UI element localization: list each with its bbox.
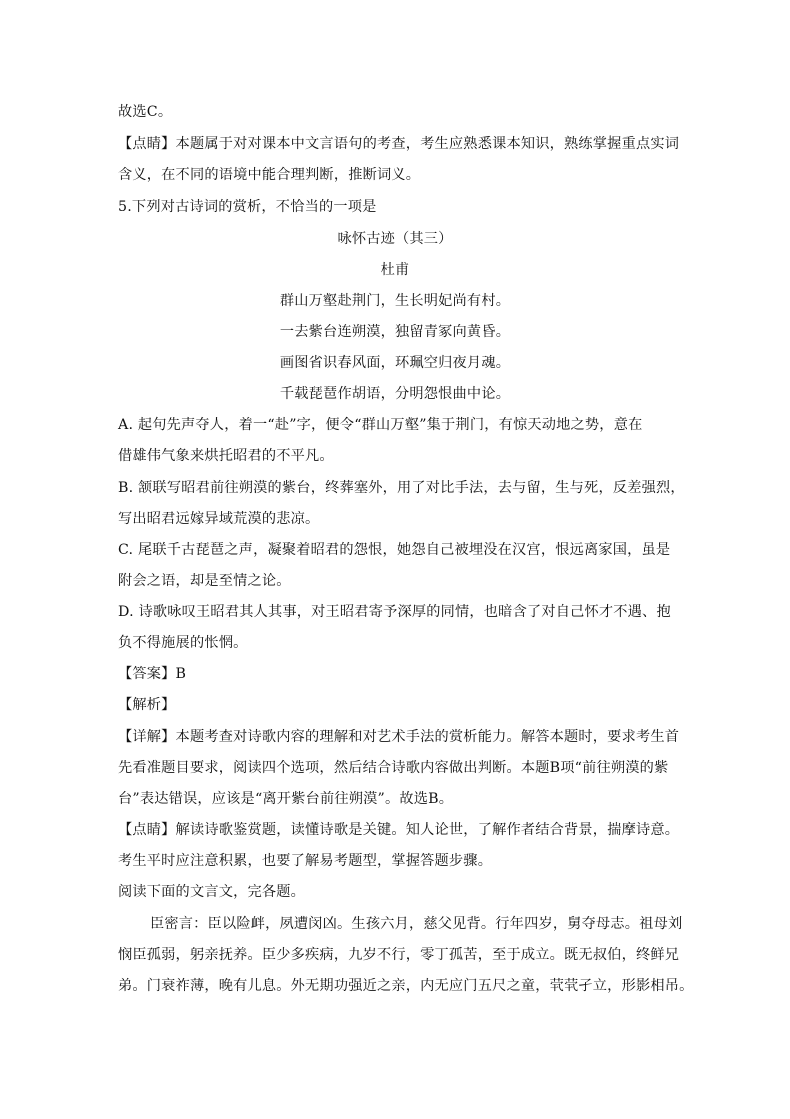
- analysis-heading: 【解析】: [118, 697, 176, 713]
- poem-title: 咏怀古迹（其三）: [337, 231, 453, 247]
- reading-instruction: 阅读下面的文言文，完各题。: [118, 884, 306, 900]
- key-point-line: 考生平时应注意积累，也要了解易考题型，掌握答题步骤。: [118, 853, 493, 869]
- poem-line: 一去紫台连朔漠，独留青冢向黄昏。: [279, 324, 511, 340]
- option-c-cont: 附会之语，却是至情之论。: [118, 573, 291, 589]
- key-point-line: 【点睛】本题属于对对课本中文言语句的考查，考生应熟悉课本知识，熟练掌握重点实词: [118, 136, 680, 152]
- option-a: A. 起句先声夺人，着一“赴”字，便令“群山万壑”集于荆门，有惊天动地之势，意在: [118, 417, 643, 433]
- poem-line: 群山万壑赴荆门，生长明妃尚有村。: [279, 293, 511, 309]
- classical-text-line: 臣密言：臣以险衅，夙遭闵凶。生孩六月，慈父见背。行年四岁，舅夺母志。祖母刘: [150, 916, 683, 932]
- classical-text-line: 悯臣孤弱，躬亲抚养。臣少多疾病，九岁不行，零丁孤苦，至于成立。既无叔伯，终鲜兄: [118, 947, 680, 963]
- key-point-line: 【点睛】解读诗歌鉴赏题，读懂诗歌是关键。知人论世，了解作者结合背景，揣摩诗意。: [118, 822, 680, 838]
- question-5-stem: 5.下列对古诗词的赏析，不恰当的一项是: [118, 199, 377, 215]
- answer-line: 【答案】B: [118, 666, 187, 682]
- option-d: D. 诗歌咏叹王昭君其人其事，对王昭君寄予深厚的同情，也暗含了对自己怀才不遇、抱: [118, 604, 671, 620]
- option-c: C. 尾联千古琵琶之声，凝聚着昭君的怨恨，她怨自己被埋没在汉宫，恨远离家国，虽是: [118, 542, 671, 558]
- detail-line: 先看准题目要求，阅读四个选项，然后结合诗歌内容做出判断。本题B项“前往朔漠的紫: [118, 760, 669, 776]
- option-b-cont: 写出昭君远嫁异域荒漠的悲凉。: [118, 511, 320, 527]
- option-d-cont: 负不得施展的怅惘。: [118, 635, 248, 651]
- option-a-cont: 借雄伟气象来烘托昭君的不平凡。: [118, 448, 334, 464]
- text-line: 故选C。: [118, 104, 173, 120]
- poem-line: 画图省识春风面，环珮空归夜月魂。: [279, 355, 511, 371]
- text-line: 含义，在不同的语境中能合理判断，推断词义。: [118, 167, 421, 183]
- detail-line: 台”表达错误，应该是“离开紫台前往朔漠”。故选B。: [118, 791, 454, 807]
- classical-text-line: 弟。门衰祚薄，晚有儿息。外无期功强近之亲，内无应门五尺之童，茕茕孑立，形影相吊。: [118, 978, 694, 994]
- option-b: B. 颔联写昭君前往朔漠的紫台，终葬塞外，用了对比手法，去与留，生与死，反差强烈，: [118, 480, 685, 496]
- poem-line: 千载琵琶作胡语，分明怨恨曲中论。: [279, 386, 511, 402]
- detail-line: 【详解】本题考查对诗歌内容的理解和对艺术手法的赏析能力。解答本题时，要求考生首: [118, 729, 680, 745]
- poem-author: 杜甫: [380, 262, 410, 278]
